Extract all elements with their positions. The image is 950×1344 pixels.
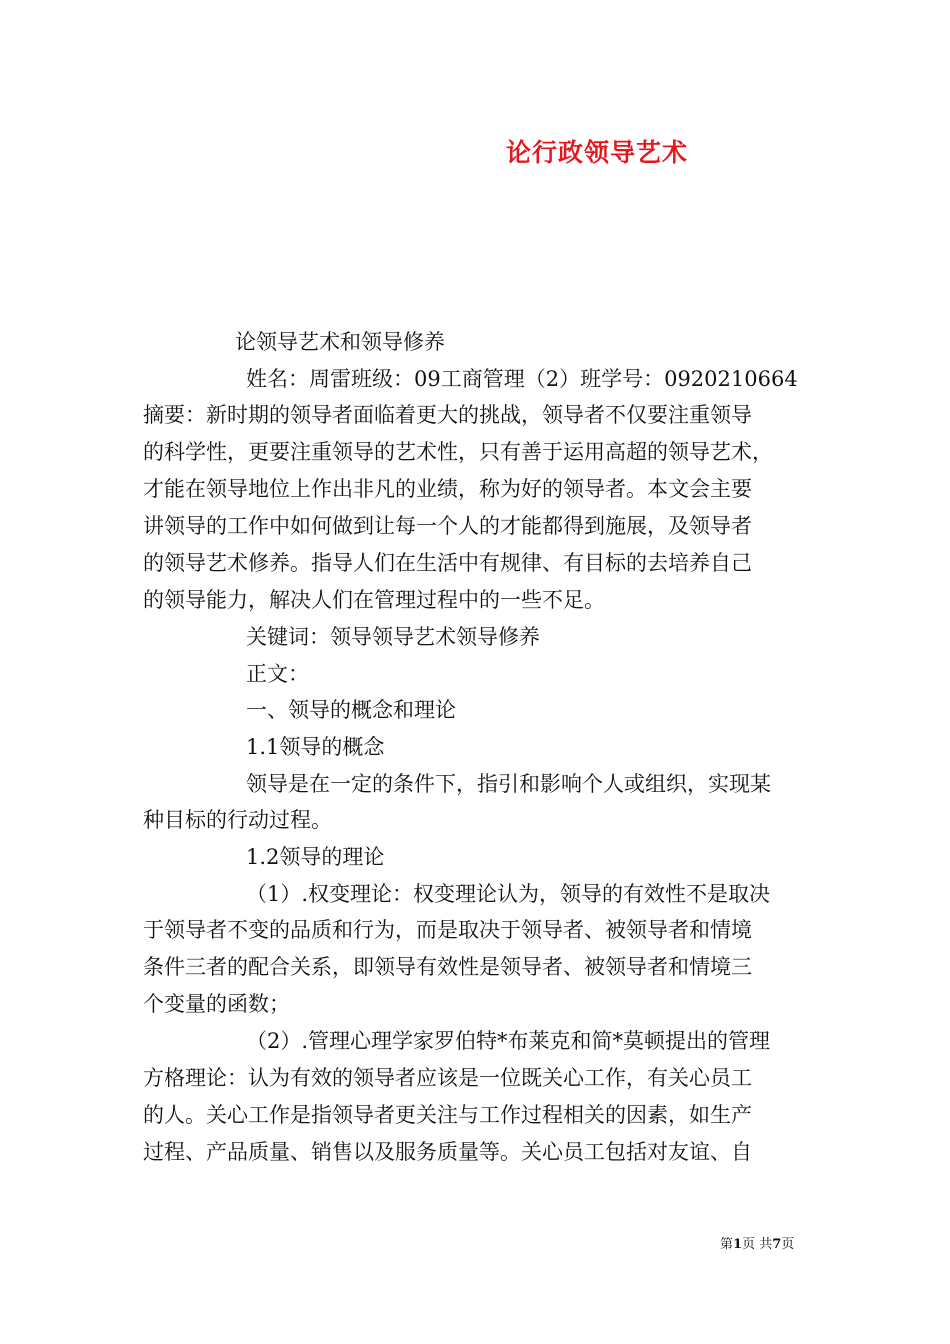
author-line: 姓名：周雷班级：09工商管理（2）班学号：0920210664 bbox=[246, 367, 798, 391]
abstract-line: 讲领导的工作中如何做到让每一个人的才能都得到施展，及领导者 bbox=[143, 514, 752, 538]
footer-page-number: 1 bbox=[733, 1237, 743, 1252]
paragraph-line: 于领导者不变的品质和行为，而是取决于领导者、被领导者和情境 bbox=[143, 918, 752, 942]
paragraph-line: 过程、产品质量、销售以及服务质量等。关心员工包括对友谊、自 bbox=[143, 1140, 752, 1164]
footer-total-pages: 7 bbox=[772, 1237, 782, 1252]
paragraph-line: 条件三者的配合关系，即领导有效性是领导者、被领导者和情境三 bbox=[143, 955, 752, 979]
paragraph-line: 领导是在一定的条件下，指引和影响个人或组织，实现某 bbox=[246, 772, 771, 796]
abstract-line: 摘要：新时期的领导者面临着更大的挑战，领导者不仅要注重领导 bbox=[143, 403, 752, 427]
document-title: 论行政领导艺术 bbox=[506, 138, 689, 167]
abstract-line: 才能在领导地位上作出非凡的业绩，称为好的领导者。本文会主要 bbox=[143, 477, 752, 501]
paragraph-line: 个变量的函数； bbox=[143, 992, 290, 1016]
footer-prefix: 第 bbox=[720, 1237, 734, 1252]
paragraph-line: 方格理论：认为有效的领导者应该是一位既关心工作，有关心员工 bbox=[143, 1066, 752, 1090]
paragraph-line: 的人。关心工作是指领导者更关注与工作过程相关的因素，如生产 bbox=[143, 1103, 752, 1127]
footer-middle: 页 共 bbox=[742, 1237, 773, 1252]
abstract-line: 的领导能力，解决人们在管理过程中的一些不足。 bbox=[143, 588, 605, 612]
abstract-line: 的科学性，更要注重领导的艺术性，只有善于运用高超的领导艺术， bbox=[143, 440, 773, 464]
subsection-heading: 1.1领导的概念 bbox=[246, 735, 385, 759]
keywords-line: 关键词：领导领导艺术领导修养 bbox=[246, 625, 540, 649]
subtitle-line: 论领导艺术和领导修养 bbox=[235, 330, 445, 354]
abstract-line: 的领导艺术修养。指导人们在生活中有规律、有目标的去培养自己 bbox=[143, 551, 752, 575]
body-heading: 正文： bbox=[246, 662, 309, 686]
page-footer bbox=[720, 1233, 794, 1252]
section-heading: 一、领导的概念和理论 bbox=[246, 698, 456, 722]
paragraph-line: （2）.管理心理学家罗伯特*布莱克和简*莫顿提出的管理 bbox=[246, 1029, 771, 1053]
paragraph-line: （1）.权变理论：权变理论认为，领导的有效性不是取决 bbox=[246, 882, 771, 906]
footer-suffix: 页 bbox=[781, 1237, 795, 1252]
paragraph-line: 种目标的行动过程。 bbox=[143, 808, 332, 832]
subsection-heading: 1.2领导的理论 bbox=[246, 845, 385, 869]
